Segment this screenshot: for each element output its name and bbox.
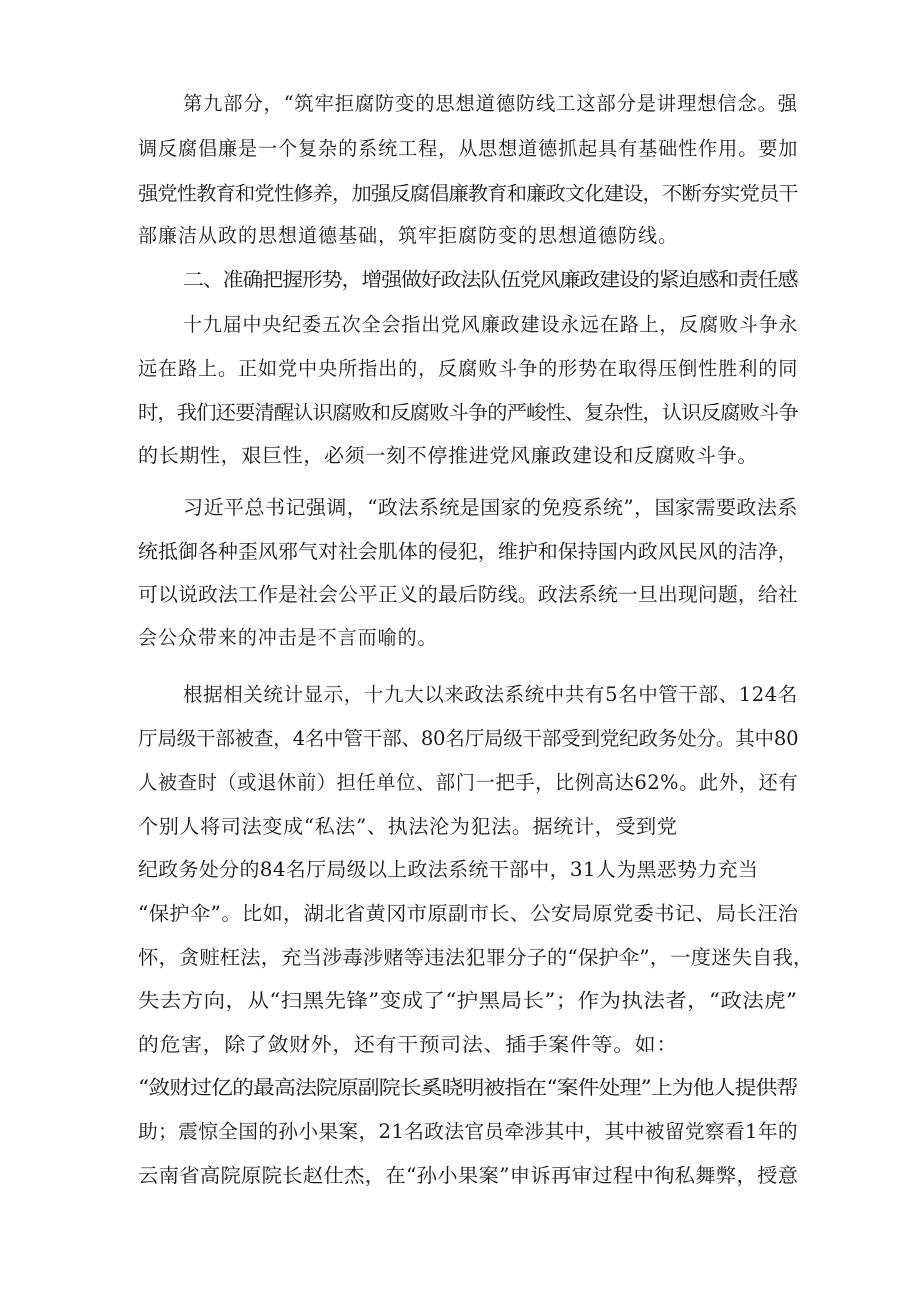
text-line: 人被查时（或退休前）担任单位、部门一把手，比例高达62%。此外，还有 bbox=[138, 771, 799, 794]
text-line: 强党性教育和党性修养，加强反腐倡廉教育和廉政文化建设，不断夯实党员干 bbox=[138, 182, 798, 205]
text-line: 可以说政法工作是社会公平正义的最后防线。政法系统一旦出现问题，给社 bbox=[138, 583, 798, 606]
text-line: 云南省高院原院长赵仕杰，在“孙小果案”申诉再审过程中徇私舞弊，授意 bbox=[138, 1164, 799, 1187]
text-line: 怀，贪赃枉法，充当涉毒涉赌等违法犯罪分子的“保护伞”，一度迷失自我， bbox=[138, 946, 814, 969]
text-line: 失去方向，从“扫黑先锋”变成了“护黑局长”；作为执法者，“政法虎” bbox=[138, 989, 798, 1012]
text-line: 调反腐倡廉是一个复杂的系统工程，从思想道德抓起具有基础性作用。要加 bbox=[138, 137, 799, 160]
text-line: 远在路上。正如党中央所指出的，反腐败斗争的形势在取得压倒性胜利的同 bbox=[138, 357, 799, 380]
section-heading: 二、准确把握形势，增强做好政法队伍党风廉政建设的紧迫感和责任感 bbox=[183, 268, 798, 291]
text-line: 个别人将司法变成“私法”、执法沦为犯法。据统计，受到党 bbox=[138, 815, 678, 838]
text-line: 的长期性，艰巨性，必须一刻不停推进党风廉政建设和反腐败斗争。 bbox=[138, 444, 759, 467]
text-line: 纪政务处分的84名厅局级以上政法系统干部中，31人为黑恶势力充当 bbox=[138, 858, 759, 881]
text-line: 第九部分，“筑牢拒腐防变的思想道德防线工这部分是讲理想信念。强 bbox=[183, 92, 798, 115]
text-line: 根据相关统计显示，十九大以来政法系统中共有5名中管干部、124名 bbox=[183, 683, 798, 706]
text-line: 时，我们还要清醒认识腐败和反腐败斗争的严峻性、复杂性，认识反腐败斗争 bbox=[138, 401, 798, 424]
text-line: 部廉洁从政的思想道德基础，筑牢拒腐防变的思想道德防线。 bbox=[138, 224, 679, 247]
text-line: 助；震惊全国的孙小果案，21名政法官员牵涉其中，其中被留党察看1年的 bbox=[138, 1120, 798, 1143]
text-line: 习近平总书记强调，“政法系统是国家的免疫系统”，国家需要政法系 bbox=[183, 496, 798, 519]
text-line: 的危害，除了敛财外，还有干预司法、插手案件等。如： bbox=[138, 1033, 679, 1056]
text-line: “敛财过亿的最高法院原副院长奚晓明被指在“案件处理”上为他人提供帮 bbox=[138, 1076, 798, 1099]
text-line: 会公众带来的冲击是不言而喻的。 bbox=[138, 626, 438, 649]
text-line: 统抵御各种歪风邪气对社会肌体的侵犯，维护和保持国内政风民风的洁净， bbox=[138, 540, 798, 563]
text-line: “保护伞”。比如，湖北省黄冈市原副市长、公安局原党委书记、局长汪治 bbox=[138, 902, 799, 925]
text-line: 十九届中央纪委五次全会指出党风廉政建设永远在路上，反腐败斗争永 bbox=[183, 313, 799, 336]
text-line: 厅局级干部被查，4名中管干部、80名厅局级干部受到党纪政务处分。其中80 bbox=[138, 727, 799, 750]
